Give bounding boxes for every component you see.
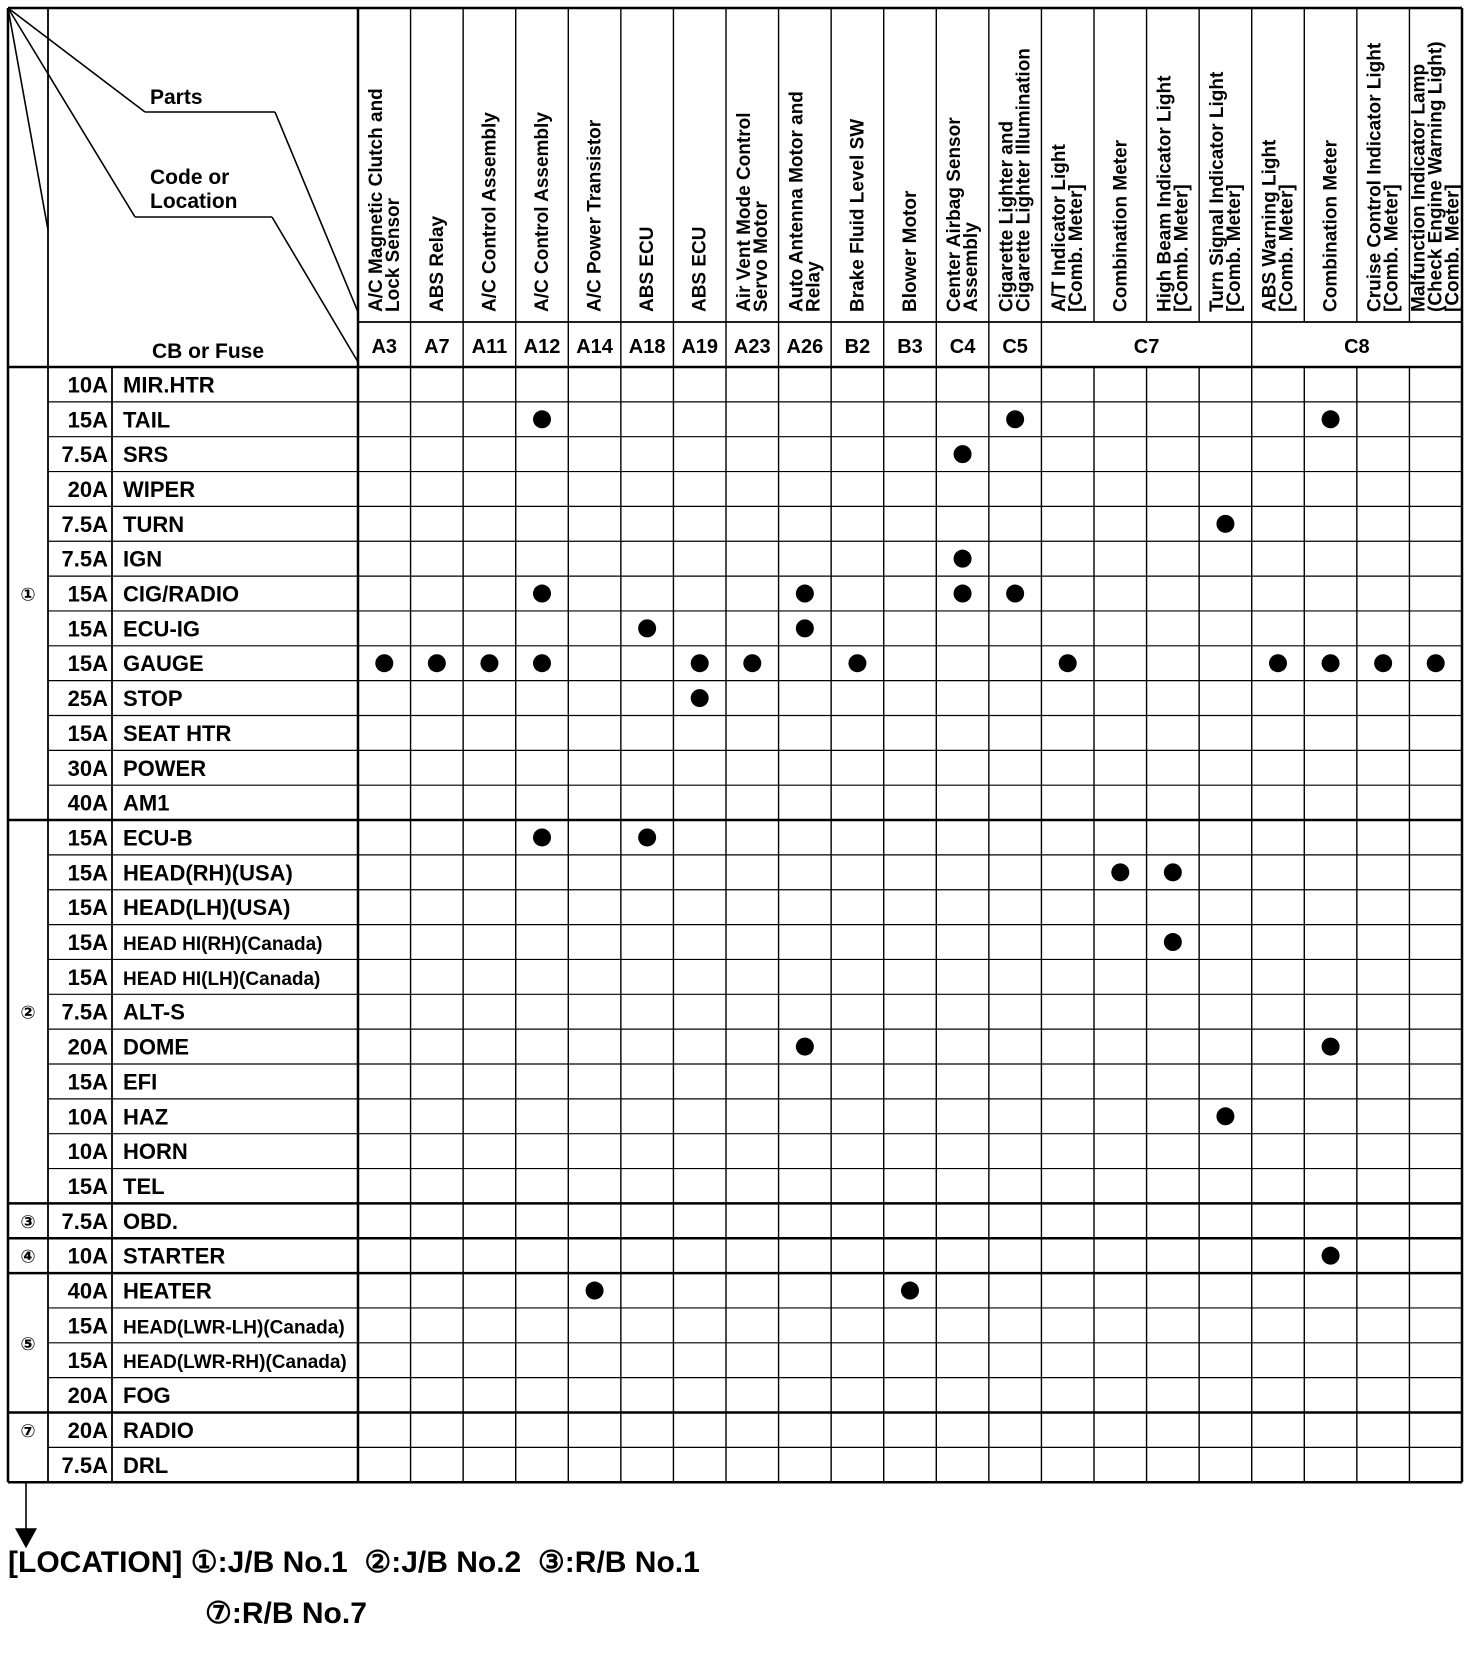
amp-rating: 40A <box>67 1278 108 1304</box>
part-name-2: A/C Control Assembly <box>479 112 501 312</box>
amp-rating: 15A <box>67 930 108 956</box>
amp-rating: 20A <box>67 476 108 502</box>
connection-dot <box>586 1282 604 1300</box>
amp-rating: 15A <box>67 1173 108 1199</box>
part-name-14: Combination Meter <box>1110 139 1132 312</box>
connection-dot <box>1322 410 1340 428</box>
part-name-7: Servo Motor <box>750 201 772 312</box>
group-label: ① <box>20 584 36 606</box>
connection-dot <box>533 828 551 846</box>
amp-rating: 15A <box>67 651 108 677</box>
group-label: ③ <box>20 1211 36 1233</box>
connection-dot <box>1164 863 1182 881</box>
code-A23: A23 <box>733 336 771 358</box>
connection-dot <box>1322 654 1340 672</box>
connection-dot <box>638 619 656 637</box>
amp-rating: 20A <box>67 1034 108 1060</box>
part-name-19: Cruise Control Indicator Light <box>1364 42 1386 312</box>
amp-rating: 10A <box>67 1139 108 1165</box>
connection-dot <box>796 585 814 603</box>
amp-rating: 15A <box>67 581 108 607</box>
fuse-name: TEL <box>123 1173 165 1199</box>
connection-dot <box>848 654 866 672</box>
amp-rating: 7.5A <box>61 1452 108 1478</box>
corner-diagonal <box>272 217 358 362</box>
fuse-name: SRS <box>123 442 169 468</box>
connection-dot <box>428 654 446 672</box>
amp-rating: 10A <box>67 372 108 398</box>
fuse-name: HEATER <box>123 1278 212 1304</box>
connection-dot <box>533 585 551 603</box>
part-name-16: [Comb. Meter] <box>1223 184 1245 312</box>
connection-dot <box>796 619 814 637</box>
fuse-name: IGN <box>123 546 163 572</box>
part-name-15: High Beam Indicator Light <box>1154 75 1176 312</box>
fuse-name: FOG <box>123 1383 171 1409</box>
part-name-20: [Comb. Meter] <box>1442 184 1464 312</box>
group-label: ⑦ <box>20 1420 36 1442</box>
connection-dot <box>375 654 393 672</box>
part-name-1: ABS Relay <box>426 215 448 312</box>
amp-rating: 7.5A <box>61 1208 108 1234</box>
code-A19: A19 <box>681 336 719 358</box>
part-name-7: Air Vent Mode Control <box>733 112 755 312</box>
connection-dot <box>954 550 972 568</box>
connection-dot <box>1006 585 1024 603</box>
corner-diagonal <box>8 8 145 112</box>
part-name-5: ABS ECU <box>637 226 659 312</box>
fuse-name: DOME <box>123 1034 189 1060</box>
code-C5: C5 <box>1002 336 1028 358</box>
amp-rating: 15A <box>67 860 108 886</box>
amp-rating: 15A <box>67 1313 108 1339</box>
connection-dot <box>1164 933 1182 951</box>
amp-rating: 7.5A <box>61 999 108 1025</box>
connection-dot <box>1322 1038 1340 1056</box>
connection-dot <box>691 689 709 707</box>
fuse-name: STOP <box>123 686 183 712</box>
fuse-name: HEAD HI(LH)(Canada) <box>123 968 321 990</box>
connection-dot <box>691 654 709 672</box>
group-label: ② <box>20 1002 36 1024</box>
connection-dot <box>1427 654 1445 672</box>
amp-rating: 30A <box>67 755 108 781</box>
amp-rating: 20A <box>67 1383 108 1409</box>
fuse-name: AM1 <box>123 790 170 816</box>
connection-dot <box>1216 515 1234 533</box>
connection-dot <box>1006 410 1024 428</box>
fuse-name: MIR.HTR <box>123 372 215 398</box>
connection-dot <box>796 1038 814 1056</box>
part-name-11: Assembly <box>961 222 983 312</box>
fuse-name: TAIL <box>123 407 171 433</box>
connection-dot <box>954 585 972 603</box>
amp-rating: 10A <box>67 1243 108 1269</box>
part-name-17: [Comb. Meter] <box>1276 184 1298 312</box>
fuse-name: HEAD(LWR-LH)(Canada) <box>123 1317 345 1339</box>
group-label: ④ <box>20 1246 36 1268</box>
amp-rating: 7.5A <box>61 511 108 537</box>
amp-rating: 15A <box>67 407 108 433</box>
amp-rating: 40A <box>67 790 108 816</box>
part-name-3: A/C Control Assembly <box>532 112 553 312</box>
amp-rating: 15A <box>67 1069 108 1095</box>
connection-dot <box>480 654 498 672</box>
fuse-name: STARTER <box>123 1243 226 1269</box>
fuse-name: HEAD(LWR-RH)(Canada) <box>123 1352 347 1374</box>
code-A12: A12 <box>523 336 561 358</box>
code-A3: A3 <box>371 336 398 358</box>
fuse-name: GAUGE <box>123 651 204 677</box>
fuse-name: HAZ <box>123 1104 169 1130</box>
part-name-0: Lock Sensor <box>382 197 404 312</box>
fuse-name: HORN <box>123 1139 188 1165</box>
fuse-name: HEAD(RH)(USA) <box>123 860 293 886</box>
amp-rating: 15A <box>67 720 108 746</box>
connection-dot <box>1059 654 1077 672</box>
part-name-17: ABS Warning Light <box>1259 139 1281 312</box>
location-line-1: [LOCATION] ①:J/B No.1 ②:J/B No.2 ③:R/B No.1 <box>8 1546 700 1579</box>
fuse-name: DRL <box>123 1452 169 1478</box>
fuse-name: TURN <box>123 511 185 537</box>
location-legend <box>8 1545 1008 1631</box>
fuse-name: OBD. <box>123 1208 178 1234</box>
fuse-name: ECU-B <box>123 825 193 851</box>
connection-dot <box>638 828 656 846</box>
amp-rating: 7.5A <box>61 442 108 468</box>
parts-label: Parts <box>150 86 203 109</box>
connection-dot <box>1269 654 1287 672</box>
part-name-8: Relay <box>803 261 825 312</box>
amp-rating: 15A <box>67 895 108 921</box>
fuse-name: CIG/RADIO <box>123 581 240 607</box>
fuse-name: HEAD(LH)(USA) <box>123 895 291 921</box>
connection-dot <box>1111 863 1129 881</box>
part-name-20: (Check Engine Warning Light) <box>1425 41 1447 312</box>
connection-dot <box>1216 1107 1234 1125</box>
cb-fuse-label: CB or Fuse <box>152 340 265 363</box>
fuse-name: ALT-S <box>123 999 185 1025</box>
code-label: Code or <box>150 166 230 189</box>
part-name-0: A/C Magnetic Clutch and <box>365 88 387 312</box>
part-name-11: Center Airbag Sensor <box>944 117 966 312</box>
code-A14: A14 <box>576 336 613 358</box>
amp-rating: 15A <box>67 964 108 990</box>
amp-rating: 10A <box>67 1104 108 1130</box>
part-name-12: Cigarette Lighter Illumination <box>1013 48 1035 312</box>
part-name-10: Blower Motor <box>900 190 921 312</box>
amp-rating: 7.5A <box>61 546 108 572</box>
group-label: ⑤ <box>20 1333 36 1355</box>
part-name-18: Combination Meter <box>1320 139 1342 312</box>
connection-dot <box>1322 1247 1340 1265</box>
connection-dot <box>743 654 761 672</box>
connection-dot <box>533 654 551 672</box>
part-name-19: [Comb. Meter] <box>1381 184 1403 312</box>
code-C4: C4 <box>949 336 976 358</box>
code-C7: C7 <box>1133 336 1160 358</box>
connection-dot <box>954 445 972 463</box>
amp-rating: 15A <box>67 825 108 851</box>
fuse-name: RADIO <box>123 1417 194 1443</box>
connection-dot <box>533 410 551 428</box>
part-name-12: Cigarette Lighter and <box>996 120 1018 312</box>
location-line-2: ⑦:R/B No.7 <box>205 1597 367 1630</box>
part-name-13: A/T Indicator Light <box>1049 144 1071 312</box>
fuse-name: ECU-IG <box>123 616 200 642</box>
fuse-name: WIPER <box>123 476 196 502</box>
fuse-name: EFI <box>123 1069 158 1095</box>
part-name-4: A/C Power Transistor <box>584 119 606 312</box>
part-name-8: Auto Antenna Motor and <box>786 91 808 312</box>
part-name-9: Brake Fluid Level SW <box>847 118 869 312</box>
part-name-20: Malfunction Indicator Lamp <box>1408 63 1430 312</box>
part-name-15: [Comb. Meter] <box>1171 184 1193 312</box>
amp-rating: 15A <box>67 616 108 642</box>
part-name-16: Turn Signal Indicator Light <box>1206 71 1228 312</box>
code-C8: C8 <box>1344 336 1370 358</box>
part-name-13: [Comb. Meter] <box>1066 184 1088 312</box>
code-B2: B2 <box>844 336 871 358</box>
code-A18: A18 <box>628 336 666 358</box>
part-name-6: ABS ECU <box>689 226 711 312</box>
code-A7: A7 <box>424 336 450 358</box>
amp-rating: 15A <box>67 1348 108 1374</box>
fuse-name: POWER <box>123 755 207 781</box>
code-A26: A26 <box>786 336 824 358</box>
connection-dot <box>1374 654 1392 672</box>
location-label: Location <box>150 190 238 213</box>
corner-diagonal <box>275 112 358 312</box>
code-A11: A11 <box>471 336 508 358</box>
fuse-name: HEAD HI(RH)(Canada) <box>123 934 323 956</box>
code-B3: B3 <box>897 336 923 358</box>
amp-rating: 25A <box>67 686 108 712</box>
connection-dot <box>901 1282 919 1300</box>
amp-rating: 20A <box>67 1417 108 1443</box>
fuse-name: SEAT HTR <box>123 720 232 746</box>
